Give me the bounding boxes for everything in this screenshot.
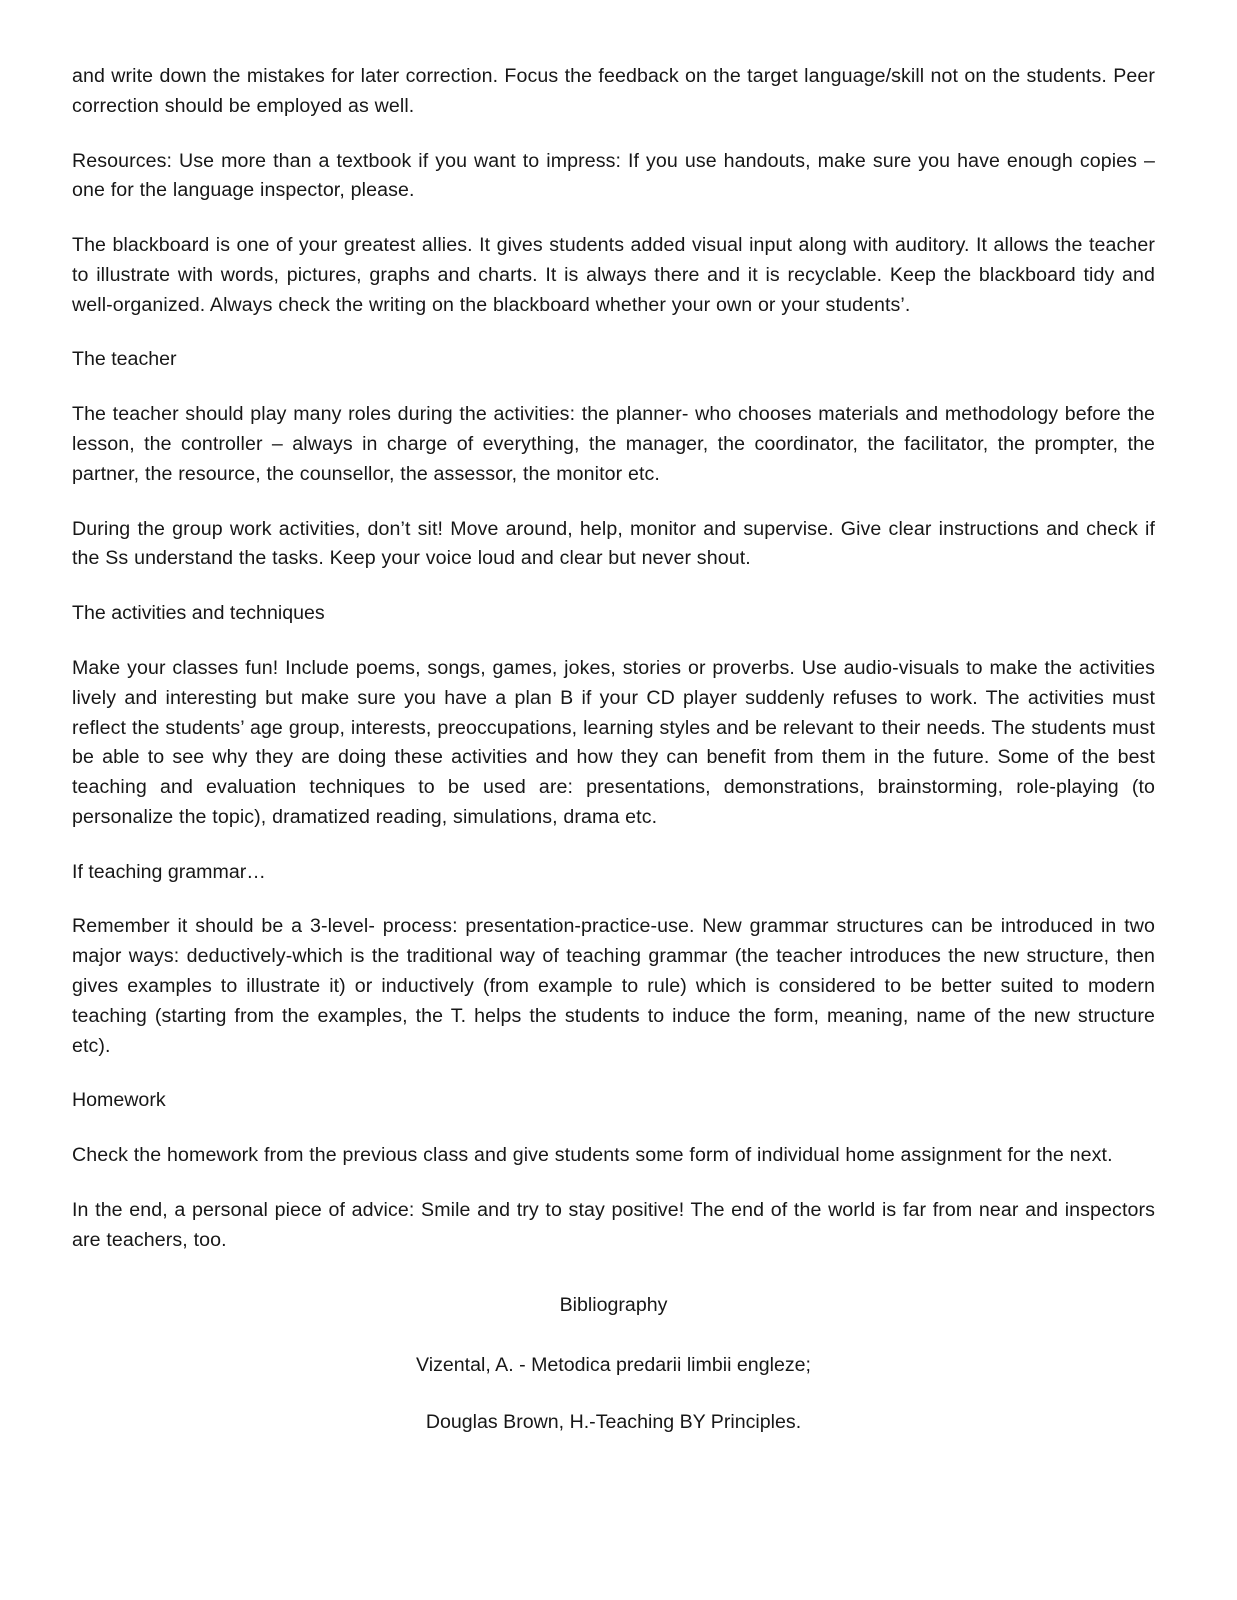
bibliography-entry: Vizental, A. - Metodica predarii limbii engleze; bbox=[416, 1353, 811, 1376]
paragraph-final-advice: In the end, a personal piece of advice: Smile and try to stay positive! The end of the world is far from near and inspectors are teachers, too. bbox=[72, 1198, 1155, 1251]
bibliography-entry: Douglas Brown, H.-Teaching BY Principles. bbox=[425, 1411, 802, 1434]
paragraph-make-classes-fun: Make your classes fun! Include poems, songs, games, jokes, stories or proverbs. Use audio-visuals to make the activities lively and interesting but make sure you have a plan B if your CD player suddenly refuses to work. The activities must reflect the students’ age group, interests, preoccupations, learning styles and be relevant to their needs. The students must be able to see why they are doing these activities and how they can benefit from them in the future. Some of the best teaching and evaluation techniques to be used are: presentations, demonstrations, brainstorming, role-playing (to personalize the topic), dramatized reading, simulations, drama etc. bbox=[72, 656, 1155, 828]
paragraph-grammar-process: Remember it should be a 3-level- process: presentation-practice-use. New grammar structures can be introduced in two major ways: deductively-which is the traditional way of teaching grammar (the teacher introduces the new structure, then gives examples to illustrate it) or inductively (from example to rule) which is considered to be better suited to modern teaching (starting from the examples, the T. helps the students to induce the form, meaning, name of the new structure etc). bbox=[72, 915, 1155, 1057]
paragraph-group-work: During the group work activities, don’t sit! Move around, help, monitor and supervise. Give clear instructions and check if the Ss understand the tasks. Keep your voice loud and clear but never shout. bbox=[72, 517, 1155, 570]
paragraph-feedback-correction: and write down the mistakes for later correction. Focus the feedback on the target language/skill not on the students. Peer correction should be employed as well. bbox=[72, 65, 1155, 117]
heading-homework: Homework bbox=[72, 1089, 166, 1112]
document-body bbox=[72, 62, 1155, 1438]
heading-activities-and-techniques: The activities and techniques bbox=[72, 602, 325, 625]
paragraph-resources: Resources: Use more than a textbook if you want to impress: If you use handouts, make sure you have enough copies – one for the language inspector, please. bbox=[72, 149, 1155, 202]
bibliography-section bbox=[72, 1291, 1155, 1437]
paragraph-blackboard: The blackboard is one of your greatest allies. It gives students added visual input along with auditory. It allows the teacher to illustrate with words, pictures, graphs and charts. It is always there and it is recyclable. Keep the blackboard tidy and well-organized. Always check the writing on the blackboard whether your own or your students’. bbox=[72, 234, 1155, 316]
paragraph-homework-check: Check the homework from the previous class and give students some form of individual home assignment for the next. bbox=[72, 1144, 1113, 1167]
heading-the-teacher: The teacher bbox=[72, 348, 177, 371]
paragraph-teacher-roles: The teacher should play many roles during the activities: the planner- who chooses materials and methodology before the lesson, the controller – always in charge of everything, the manager, the coordinator, the facilitator, the prompter, the partner, the resource, the counsellor, the assessor, the monitor etc. bbox=[72, 403, 1155, 485]
bibliography-title: Bibliography bbox=[559, 1294, 668, 1317]
heading-if-teaching-grammar: If teaching grammar… bbox=[72, 860, 266, 883]
